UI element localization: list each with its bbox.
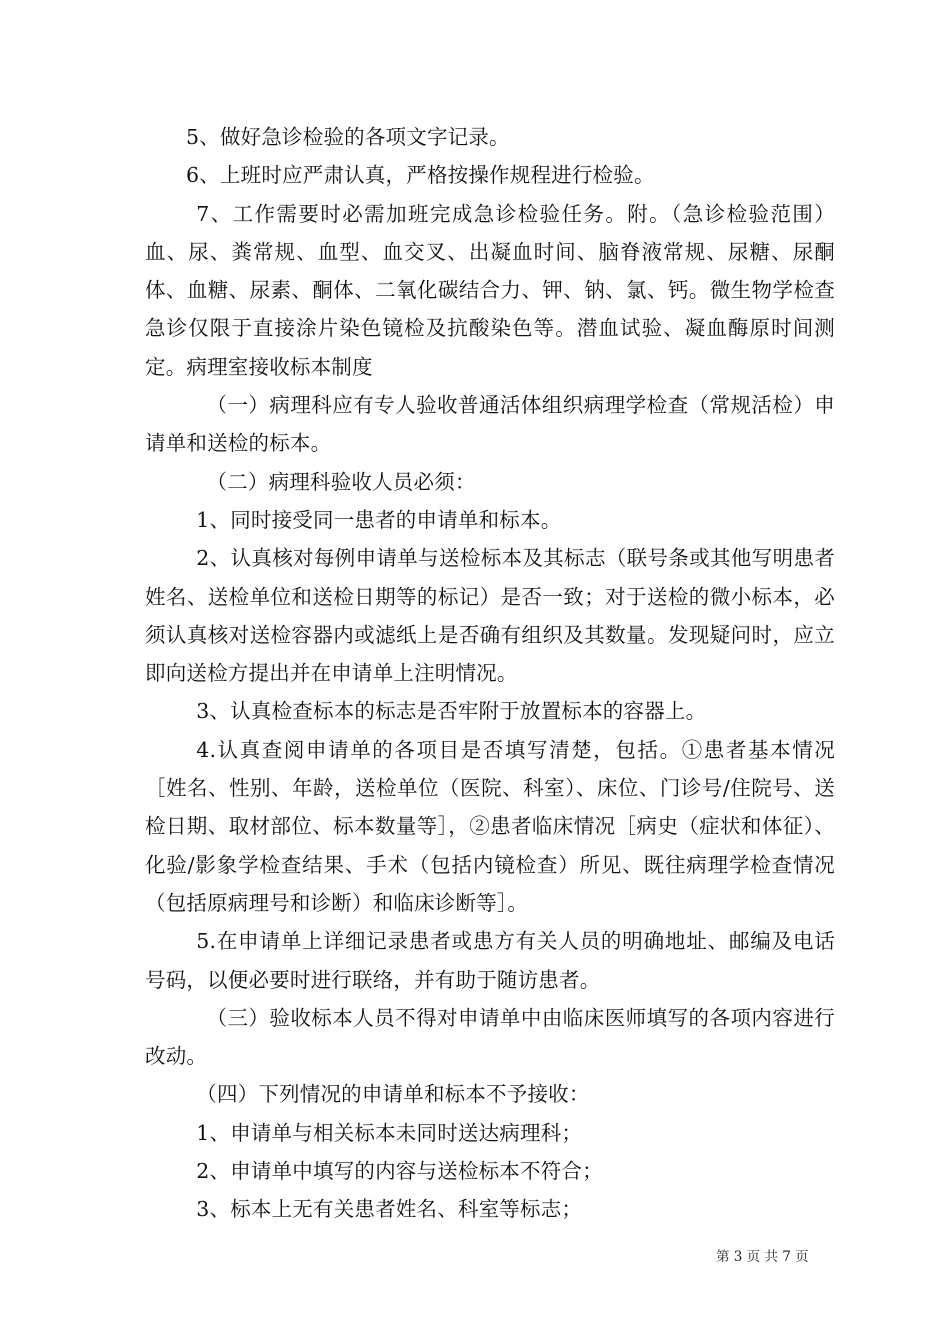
page-number-footer: 第 3 页 共 7 页: [716, 1249, 809, 1265]
paragraph-section-3: （三）验收标本人员不得对申请单中由临床医师填写的各项内容进行改动。: [145, 1005, 835, 1069]
paragraph-section-4-item-2: 2、申请单中填写的内容与送检标本不符合；: [196, 1159, 603, 1184]
paragraph-item-5: 5、做好急诊检验的各项文字记录。: [186, 125, 510, 149]
paragraph-section-2-item-2: 2、认真核对每例申请单与送检标本及其标志（联号条或其他写明患者姓名、送检单位和送检日期等的标记）是否一致；对于送检的微小标本，必须认真核对送检容器内或滤纸上是否确有组织及其数量。发现疑问时，应立即向送检方提出并在申请单上注明情况。: [145, 546, 835, 686]
paragraph-section-4: （四）下列情况的申请单和标本不予接收：: [196, 1082, 590, 1107]
paragraph-section-1: （一）病理科应有专人验收普通活体组织病理学检查（常规活检）申请单和送检的标本。: [145, 393, 835, 456]
paragraph-section-2-item-5: 5.在申请单上详细记录患者或患方有关人员的明确地址、邮编及电话号码，以便必要时进行联络，并有助于随访患者。: [145, 929, 835, 992]
paragraph-section-2: （二）病理科验收人员必须：: [206, 469, 476, 494]
paragraph-section-2-item-3: 3、认真检查标本的标志是否牢附于放置标本的容器上。: [196, 699, 707, 724]
document-body: [145, 118, 835, 1229]
paragraph-section-4-item-1: 1、申请单与相关标本未同时送达病理科；: [196, 1120, 583, 1145]
paragraph-section-2-item-1: 1、同时接受同一患者的申请单和标本。: [196, 507, 562, 532]
paragraph-section-2-item-4: 4.认真查阅申请单的各项目是否填写清楚，包括。①患者基本情况［姓名、性别、年龄，送检单位（医院、科室）、床位、门诊号/住院号、送检日期、取材部位、标本数量等］，②患者临床情况［病史（症状和体征）、化验/影象学检查结果、手术（包括内镜检查）所见、既往病理学检查情况（包括原病理号和诊断）和临床诊断等］。: [145, 737, 835, 915]
paragraph-item-7-emergency-scope: 7、工作需要时必需加班完成急诊检验任务。附。（急诊检验范围）血、尿、粪常规、血型、血交叉、出凝血时间、脑脊液常规、尿糖、尿酮体、血糖、尿素、酮体、二氧化碳结合力、钾、钠、氯、钙。微生物学检查急诊仅限于直接涂片染色镜检及抗酸染色等。潜血试验、凝血酶原时间测定。病理室接收标本制度: [145, 201, 835, 379]
paragraph-section-4-item-3: 3、标本上无有关患者姓名、科室等标志；: [196, 1197, 583, 1222]
paragraph-item-6: 6、上班时应严肃认真，严格按操作规程进行检验。: [186, 163, 655, 188]
